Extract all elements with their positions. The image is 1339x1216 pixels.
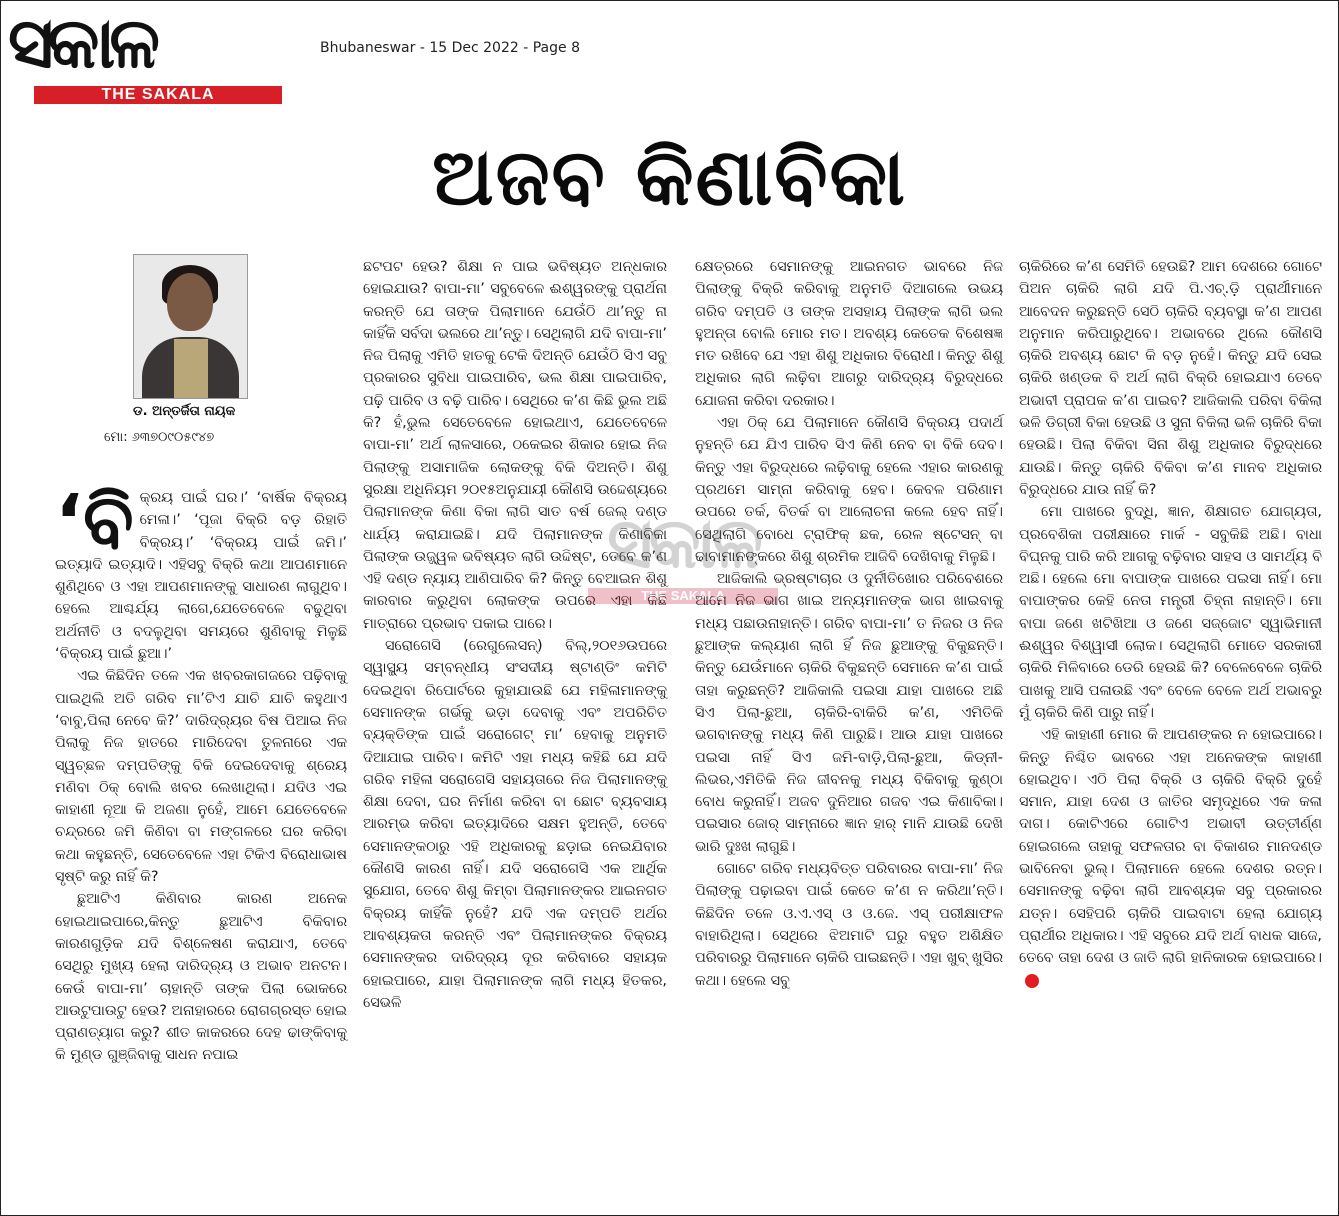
paragraph: କ୍ଷେତ୍ରରେ ସେମାନଙ୍କୁ ଆଇନଗତ ଭାବରେ ନିଜ ପିଲାଙ୍କୁ ବିକ୍ରି କରିବାକୁ ଅନୁମତି ଦିଆଗଲେ ଉଭୟ ଗରିବ ଦମ୍ପତି ଓ ତାଙ୍କ ଅସହାୟ ପିଲାଙ୍କ ଲାଗି ଭଲ ହୁଅନ୍ତା ବୋଲି ମୋର ମତ। ଅବଶ୍ୟ କେତେକ ବିଶେଷଜ୍ଞ ମତ ରଖିବେ ଯେ ଏହା ଶିଶୁ ଅଧିକାର ବିରୋଧୀ। କିନ୍ତୁ ଶିଶୁ ଅଧିକାର ଲାଗି ଲଢ଼ିବା ଆଗରୁ ଦାରିଦ୍ର୍ୟ ବିରୁଦ୍ଧରେ ଯୋଜନା କରିବା ଦରକାର। <box>695 259 1003 409</box>
paragraph <box>1019 724 1322 992</box>
paragraph-text: କ୍ରୟ ପାଇଁ ଘର।’ ‘ବାର୍ଷିକ ବିକ୍ରୟ ମେଳା।’ ‘ପୂଜା ବିକ୍ରି ବଡ଼ ରିହାତି ବିକ୍ରୟ।’ ‘ବିକ୍ରୟ ପାଇଁ ଜମି।’ ଇତ୍ୟାଦି ଇତ୍ୟାଦି। ଏହିସବୁ ବିକ୍ରି କଥା ଆପଣମାନେ ଶୁଣିଥିବେ ଓ ଏହା ଆପଣମାନଙ୍କୁ ସାଧାରଣ ଲାଗୁଥିବ। ହେଲେ ଆଶ୍ଚର୍ଯ୍ୟ ଲାଗେ,ଯେତେବେଳେ ବଢୁଥିବା ଅର୍ଥନୀତି ଓ ବଦଳୁଥିବା ସମୟରେ ଶୁଣିବାକୁ ମିଳୁଛି ‘ବିକ୍ରୟ ପାଇଁ ଛୁଆ।’ <box>55 490 347 663</box>
paragraph-text: ଏହି କାହାଣୀ ମୋର କି ଆପଣଙ୍କର ନ ହୋଇପାରେ। କିନ୍ତୁ ନିଶ୍ଚିତ ଭାବରେ ଏହା ଅନେକଙ୍କ କାହାଣୀ ହୋଇଥିବ। ଏଠି ପିଲା ବିକ୍ରି ଓ ଚାକିରି ବିକ୍ରି ଦୁହେଁ ସମାନ, ଯାହା ଦେଶ ଓ ଜାତିର ସମୃଦ୍ଧିରେ ଏକ କଳା ଦାଗ। କୋଟିଏରେ ଗୋଟିଏ ଅଭାବୀ ଉତ୍ତୀର୍ଣ୍ଣ ହୋଇଗଲେ ତାହାକୁ ସଫଳତାର ବା ବିକାଶର ମାନଦଣ୍ଡ ଭାବିନେବା ଭୁଲ୍। ପିଲାମାନେ ହେଲେ ଦେଶର ରତ୍ନ। ସେମାନଙ୍କୁ ବଢ଼ିବା ଲାଗି ଆବଶ୍ୟକ ସବୁ ପ୍ରକାରର ଯତ୍ନ। ସେହିପରି ଚାକିରି ପାଇବାଟା ହେଲା ଯୋଗ୍ୟ ପ୍ରାର୍ଥୀର ଅଧିକାର। ଏହି ସବୁରେ ଯଦି ଅର୍ଥ ବାଧକ ସାଜେ, ତେବେ ତାହା ଦେଶ ଓ ଜାତି ଲାଗି ହାନିକାରକ ହୋଇପାରେ। <box>1019 727 1322 967</box>
photo-face-shape <box>167 273 213 331</box>
drop-cap: ‘ବି <box>55 479 134 565</box>
author-phone: ମୋ: ୬୩୭୦୯୦୫୯୪୭ <box>104 430 215 445</box>
edition-line: Bhubaneswar - 15 Dec 2022 - Page 8 <box>320 40 580 56</box>
watermark-wordmark: ସକାଳ <box>607 502 759 584</box>
paragraph: ଆଜିକାଲି ଭ୍ରଷ୍ଟାଚାର ଓ ଦୁର୍ନୀତିଖୋର ପରିବେଶରେ ଆମେ ନିଜ ଭାଗ ଖାଇ ଅନ୍ୟମାନଙ୍କ ଭାଗ ଖାଇବାକୁ ମଧ୍ୟ ପଛାଉନାହାନ୍ତି। ଗରିବ ବାପା-ମା’ ତ ନିଜର ଓ ନିଜ ଛୁଆଙ୍କ କଲ୍ୟାଣ ଲାଗି ହିଁ ନିଜ ଛୁଆଙ୍କୁ ବିକୁଛନ୍ତି। କିନ୍ତୁ ଯେଉଁମାନେ ଚାକିରି ବିକୁଛନ୍ତି ସେମାନେ କ’ଣ ପାଇଁ ତାହା କରୁଛନ୍ତି? ଆଜିକାଲି ପଇସା ଯାହା ପାଖରେ ଅଛି ସିଏ ପିଲା-ଛୁଆ, ଚାକିରି-ବାକିରି କ’ଣ, ଏମିତିକି ଭଗବାନଙ୍କୁ ମଧ୍ୟ କିଣି ପାରୁଛି। ଆଉ ଯାହା ପାଖରେ ପଇସା ନାହିଁ ସିଏ ଜମି-ବାଡ଼ି,ପିଲା-ଛୁଆ, କିଡ୍‌ନୀ-ଲିଭର,ଏମିତିକି ନିଜ ଜୀବନକୁ ମଧ୍ୟ ବିକିବାକୁ କୁଣ୍ଠା ବୋଧ କରୁନାହିଁ। ଅଜବ ଦୁନିଆର ଗଜବ ଏଇ କିଣାବିକା। ପଇସାର ଜୋର୍ ସାମ୍ନାରେ ଜ୍ଞାନ ହାର୍ ମାନି ଯାଉଛି ଦେଖି ଭାରି ଦୁଃଖ ଲାଗୁଛି। <box>695 571 1003 855</box>
paragraph: ସରୋଗେସି (ରେଗୁଲେସନ୍) ବିଲ୍,୨୦୧୬ଉପରେ ସ୍ୱାସ୍ଥ୍ୟ ସମ୍ବନ୍ଧୀୟ ସଂସଦୀୟ ଷ୍ଟାଣ୍ଡିଂ କମିଟି ଦେଇଥିବା ରିପୋର୍ଟରେ କୁହାଯାଉଛି ଯେ ମହିଳାମାନଙ୍କୁ ସେମାନଙ୍କ ଗର୍ଭକୁ ଭଡ଼ା ଦେବାକୁ ଏବଂ ଅପରିଚିତ ବ୍ୟକ୍ତିଙ୍କ ପାଇଁ ସରୋଗେଟ୍ ମା’ ହେବାକୁ ଅନୁମତି ଦିଆଯାଇ ପାରିବ। କମିଟି ଏହା ମଧ୍ୟ କହିଛି ଯେ ଯଦି ଗରିବ ମହିଳା ସରୋଗେସି ସହାୟତାରେ ନିଜ ପିଲାମାନଙ୍କୁ ଶିକ୍ଷା ଦେବା, ଘର ନିର୍ମାଣ କରିବା ବା ଛୋଟ ବ୍ୟବସାୟ ଆରମ୍ଭ କରିବା ଇତ୍ୟାଦିରେ ସକ୍ଷମ ହୁଅନ୍ତି, ତେବେ ସେମାନଙ୍କଠାରୁ ଏହି ଅଧିକାରକୁ ଛଡ଼ାଇ ନେଇଯିବାର କୌଣସି କାରଣ ନାହିଁ। ଯଦି ସରୋଗେସି ଏକ ଆର୍ଥିକ ସୁଯୋଗ, ତେବେ ଶିଶୁ କିମ୍ବା ପିଲାମାନଙ୍କର ଆଇନଗତ ବିକ୍ରୟ କାହିଁକି ନୁହେଁ? ଯଦି ଏକ ଦମ୍ପତି ଅର୍ଥର ଆବଶ୍ୟକତା କରନ୍ତି ଏବଂ ପିଲାମାନଙ୍କର ବିକ୍ରୟ ସେମାନଙ୍କର ଦାରିଦ୍ର୍ୟ ଦୂର କରିବାରେ ସହାୟକ ହୋଇପାରେ, ଯାହା ପିଲାମାନଙ୍କ ଲାଗି ମଧ୍ୟ ହିତକର, ସେଭଳି <box>363 638 667 1011</box>
paragraph: ଏଇ କିଛିଦିନ ତଳେ ଏକ ଖବରକାଗଜରେ ପଢ଼ିବାକୁ ପାଇଥିଲି ଅତି ଗରିବ ମା’ଟିଏ ଯାଚି ଯାଚି କହୁଥାଏ ‘ବାବୁ,ପିଲା ନେବେ କି?’ ଦାରିଦ୍ର୍ୟର ବିଷ ପିଆଇ ନିଜ ପିଲାକୁ ନିଜ ହାତରେ ମାରିଦେବା ତୁଳନାରେ ଏକ ସ୍ୱଚ୍ଛଳ ଦମ୍ପତିଙ୍କୁ ବିକି ଦେଇଦେବାକୁ ଶ୍ରେୟ ମଣିବା ଠିକ୍ ବୋଲି ଖବର ଲେଖାଥିଲା। ଯଦିଓ ଏଇ କାହାଣୀ ନୂଆ କି ଅଜଣା ନୁହେଁ, ଆମେ ଯେତେବେଳେ ଚନ୍ଦ୍ରରେ ଜମି କିଣିବା ବା ମଙ୍ଗଳରେ ଘର କରିବା କଥା କହୁଛନ୍ତି, ସେତେବେଳେ ଏହା ଟିକିଏ ବିରୋଧାଭାଷ ସୃଷ୍ଟି କରୁ ନାହିଁ କି? <box>55 668 347 886</box>
article-column-3 <box>695 256 1003 992</box>
paragraph: ଗୋଟେ ଗରିବ ମଧ୍ୟବିତ୍ତ ପରିବାରର ବାପା-ମା’ ନିଜ ପିଲାଙ୍କୁ ପଢ଼ାଇବା ପାଇଁ କେତେ କ’ଣ ନ କରିଥା’ନ୍ତି। କିଛିଦିନ ତଳେ ଓ.ଏ.ଏସ୍ ଓ ଓ.ଜେ. ଏସ୍ ପରୀକ୍ଷାଫଳ ବାହାରିଥିଲା। ସେଥିରେ ଝିଅମାଟି ଘରୁ ବହୁତ ଅଶିକ୍ଷିତ ପରିବାରରୁ ପିଲାମାନେ ଚାକିରି ପାଇଛନ୍ତି। ଏହା ଖୁବ୍ ଖୁସିର କଥା। ହେଲେ ସବୁ <box>695 861 1003 989</box>
paragraph: ଚାକିରିରେ କ’ଣ ସେମିତି ହେଉଛି? ଆମ ଦେଶରେ ଗୋଟେ ପିଅନ ଚାକିରି ଲାଗି ଯଦି ପି.ଏଚ୍.ଡ଼ି ପ୍ରାର୍ଥୀମାନେ ଆବେଦନ କରୁଛନ୍ତି ସେଠି ଚାକିରି ବ୍ୟବସ୍ଥା କ’ଣ ଆପଣ ଅନୁମାନ କରିପାରୁଥିବେ। ଅଭାବରେ ଥିଲେ କୌଣସି ଚାକିରି ଅବଶ୍ୟ ଛୋଟ କି ବଡ଼ ନୁହେଁ। କିନ୍ତୁ ଯଦି ସେଇ ଚାକିରି ଖଣ୍ଡକ ବି ଅର୍ଥ ଲାଗି ବିକ୍ରି ହୋଇଯାଏ ତେବେ ଅଭାବୀ ପ୍ରାପକ କ’ଣ ପାଇବ? ଆଜିକାଲି ପରିବା ବିକିଲା ଭଳି ଡିଗ୍ରୀ ବିକା ହେଉଛି ଓ ସୁନା ବିକିଲା ଭଳି ଚାକିରି ବିକା ହେଉଛି। ପିଲା ବିକିବା ସିନା ଶିଶୁ ଅଧିକାର ବିରୁଦ୍ଧରେ ଯାଉଛି। କିନ୍ତୁ ଚାକିରି ବିକିବା କ’ଣ ମାନବ ଅଧିକାର ବିରୁଦ୍ଧରେ ଯାଉ ନାହିଁ କି? <box>1019 259 1322 498</box>
article-column-2 <box>363 256 667 1014</box>
paragraph: ଛୁଆଟିଏ କିଣିବାର କାରଣ ଅନେକ ହୋଇଥାଇପାରେ,କିନ୍ତୁ ଛୁଆଟିଏ ବିକିବାର କାରଣଗୁଡ଼ିକ ଯଦି ବିଶ୍ଳେଷଣ କରାଯାଏ, ତେବେ ସେଥିରୁ ମୁଖ୍ୟ ହେଲା ଦାରିଦ୍ର୍ୟ ଓ ଅଭାବ ଅନଟନ। କେଉଁ ବାପା-ମା’ ଚାହାନ୍ତି ତାଙ୍କ ପିଲା ଭୋକରେ ଆଉଟୁପାଉଟୁ ହେଉ? ଅନାହାରରେ ରୋଗଗ୍ରସ୍ତ ହୋଇ ପ୍ରାଣତ୍ୟାଗ କରୁ? ଶୀତ କାକରରେ ଦେହ ଢାଙ୍କିବାକୁ କି ମୁଣ୍ଡ ଗୁଞ୍ଜିବାକୁ ସାଧନ ନପାଇ <box>55 891 347 1064</box>
article-column-4 <box>1019 256 1322 992</box>
paragraph: ଏହା ଠିକ୍ ଯେ ପିଲାମାନେ କୌଣସି ବିକ୍ରୟ ପଦାର୍ଥ ନୁହନ୍ତି ଯେ ଯିଏ ପାରିବ ସିଏ କିଣି ନେବ ବା ବିକି ଦେବ। କିନ୍ତୁ ଏହା ବିରୁଦ୍ଧରେ ଲଢ଼ିବାକୁ ହେଲେ ଏହାର କାରଣକୁ ପ୍ରଥମେ ସାମ୍ନା କରିବାକୁ ହେବ। କେବଳ ପରିଣାମ ଉପରେ ତର୍କ, ବିତର୍କ ବା ଆଲୋଚନା କଲେ ହେବ ନାହିଁ। ସେଥିଲାଗି ବୋଧେ ଟ୍ରାଫିକ୍ ଛକ, ରେଳ ଷ୍ଟେସନ୍ ବା ଢାବାମାନଙ୍କରେ ଶିଶୁ ଶ୍ରମିକ ଆଜିବି ଦେଖିବାକୁ ମିଳୁଛି। <box>695 415 1003 565</box>
paragraph: ମୋ ପାଖରେ ବୁଦ୍ଧି, ଜ୍ଞାନ, ଶିକ୍ଷାଗତ ଯୋଗ୍ୟତା, ପ୍ରବେଶିକା ପରୀକ୍ଷାରେ ମାର୍କ - ସବୁକିଛି ଅଛି। ବାଧା ବିଘ୍ନକୁ ପାରି କରି ଆଗକୁ ବଢ଼ିବାର ସାହସ ଓ ସାମର୍ଥ୍ୟ ବି ଅଛି। ହେଲେ ମୋ ବାପାଙ୍କ ପାଖରେ ପଇସା ନାହିଁ। ମୋ ବାପାଙ୍କର କେହି ନେତା ମନ୍ତ୍ରୀ ଚିହ୍ନା ନାହାନ୍ତି। ମୋ ବାପା ଜଣେ ଖଟିଖିଆ ଓ ଜଣେ ସଜ୍ଜୋଟ ସ୍ୱାଭିମାନୀ ଈଶ୍ୱର ବିଶ୍ୱାସୀ ଲୋକ। ସେଥିଲାଗି ମୋତେ ସରକାରୀ ଚାକିରି ମିଳିବାରେ ଡେରି ହେଉଛି କି? ବେଳେବେଳେ ଚାକିରି ପାଖକୁ ଆସି ପଳାଉଛି ଏବଂ ବେଳେ ବେଳେ ଅର୍ଥ ଅଭାବରୁ ମୁଁ ଚାକିରି କିଣି ପାରୁ ନାହିଁ। <box>1019 504 1322 721</box>
logo-band-text: THE SAKALA <box>101 86 215 103</box>
logo-band <box>34 86 282 104</box>
watermark-band-text: THE SAKALA <box>641 588 725 603</box>
newspaper-logo <box>6 4 306 104</box>
article-headline: ଅଜବ କିଣାବିକା <box>432 133 907 223</box>
article-column-1 <box>55 479 347 1067</box>
end-of-article-icon <box>1025 974 1039 988</box>
author-photo <box>133 254 248 399</box>
paragraph <box>55 479 347 665</box>
paragraph: ଛଟପଟ ହେଉ? ଶିକ୍ଷା ନ ପାଇ ଭବିଷ୍ୟତ ଅନ୍ଧକାର ହୋଇଯାଉ? ବାପା-ମା’ ସବୁବେଳେ ଈଶ୍ୱରଙ୍କୁ ପ୍ରାର୍ଥନା କରନ୍ତି ଯେ ତାଙ୍କ ପିଲାମାନେ ଯେଉଁଠି ଥା’ନ୍ତୁ ନା କାହିଁକି ସର୍ବଦା ଭଲରେ ଥା’ନ୍ତୁ। ସେଥିଲାଗି ଯଦି ବାପା-ମା’ ନିଜ ପିଲାକୁ ଏମିତି ହାତକୁ ଟେକି ଦିଅନ୍ତି ଯେଉଁଠି ସିଏ ସବୁ ପ୍ରକାରର ସୁବିଧା ପାଇପାରିବ, ଭଲ ଶିକ୍ଷା ପାଇପାରିବ, ପଢ଼ି ପାରିବ ଓ ବଢ଼ି ପାରିବ। ସେଥିରେ କ’ଣ କିଛି ଭୁଲ ଅଛି କି? ହଁ,ଭୁଲ ସେତେବେଳେ ହୋଇଥାଏ, ଯେତେବେଳେ ବାପା-ମା’ ଅର୍ଥ ଲାଳସାରେ, ଠକେଇର ଶିକାର ହୋଇ ନିଜ ପିଲାଙ୍କୁ ଅସାମାଜିକ ଲୋକଙ୍କୁ ବିକି ଦିଅନ୍ତି। ଶିଶୁ ସୁରକ୍ଷା ଅଧିନିୟମ ୨୦୧୫ଅନୁଯାୟୀ କୌଣସି ଉଦ୍ଦେଶ୍ୟରେ ପିଲାମାନଙ୍କ କିଣା ବିକା ଲାଗି ସାତ ବର୍ଷ ଜେଲ୍ ଦଣ୍ଡ ଧାର୍ଯ୍ୟ କରାଯାଇଛି। ଯଦି ପିଲାମାନଙ୍କ କିଣାବିକା ପିଲାଙ୍କ ଉଜ୍ଜ୍ୱଳ ଭବିଷ୍ୟତ ଲାଗି ଉଦ୍ଦିଷ୍ଟ, ତେବେ କ’ଣ ଏହି ଦଣ୍ଡ ନ୍ୟାୟ ଆଣିପାରିବ କି? କିନ୍ତୁ ବେଆଇନ ଶିଶୁ କାରବାର କରୁଥିବା ଲୋକଙ୍କ ଉପରେ ଏହା କିଛି ମାତ୍ରାରେ ପ୍ରଭାବ ପକାଇ ପାରେ। <box>363 259 667 632</box>
author-name: ଡ. ଅନ୍ତର୍ଜିତା ନାୟକ <box>133 404 236 419</box>
logo-wordmark: ସକାଳ <box>8 2 154 84</box>
photo-scarf-shape <box>174 339 208 399</box>
